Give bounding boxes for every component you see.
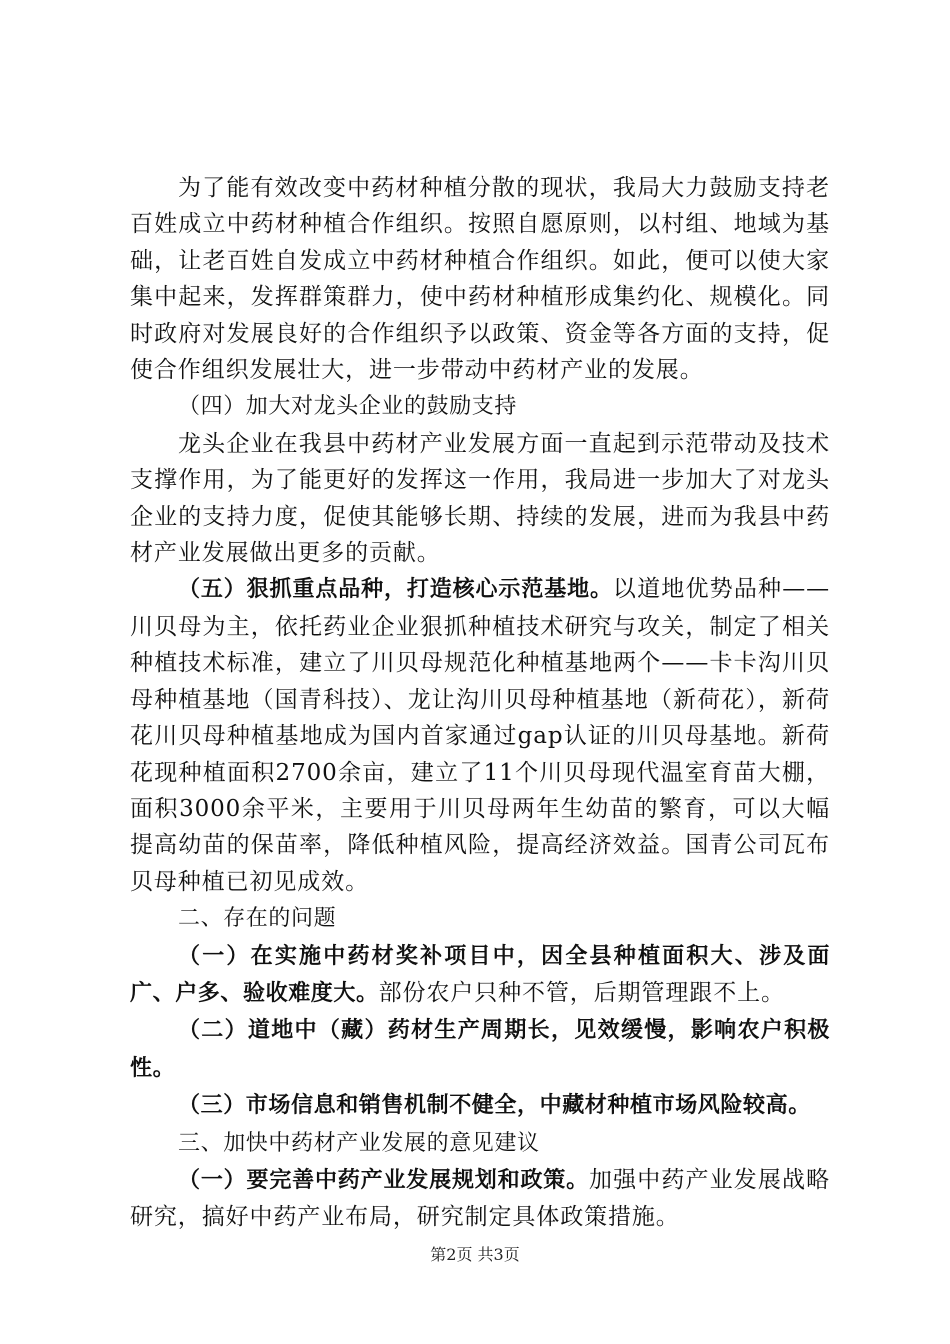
paragraph-bold-lead: （五）狠抓重点品种，打造核心示范基地。 xyxy=(178,577,613,603)
page-number-info: 第2页 共3页 xyxy=(430,1245,520,1264)
section-heading-problems xyxy=(130,900,830,937)
section-heading-text: 三、加快中药材产业发展的意见建议 xyxy=(178,1130,540,1156)
paragraph-problem-1 xyxy=(130,938,830,1013)
paragraph-problem-3 xyxy=(130,1087,830,1124)
section-heading-suggestions xyxy=(130,1125,830,1162)
paragraph-bold-lead: （一）在实施中药材奖补项目中，因全县种植面积大、涉及面广、户多、验收难度大。 xyxy=(130,943,830,1006)
paragraph-problem-2 xyxy=(130,1012,830,1087)
paragraph-cooperatives xyxy=(130,170,830,388)
paragraph-text: 为了能有效改变中药材种植分散的现状，我局大力鼓励支持老百姓成立中药材种植合作组织。按照自愿原则，以村组、地域为基础，让老百姓自发成立中药材种植合作组织。如此，便可以使大家集中起来，发挥群策群力，使中药材种植形成集约化、规模化。同时政府对发展良好的合作组织予以政策、资金等各方面的支持，促使合作组织发展壮大，进一步带动中药材产业的发展。 xyxy=(130,175,830,384)
paragraph-bold-lead: （三）市场信息和销售机制不健全，中藏材种植市场风险较高。 xyxy=(178,1093,811,1119)
paragraph-text: 部份农户只种不管，后期管理跟不上。 xyxy=(378,979,785,1006)
paragraph-text: 以道地优势品种——川贝母为主，依托药业企业狠抓种植技术研究与攻关，制定了相关种植技术标准，建立了川贝母规范化种植基地两个——卡卡沟川贝母种植基地（国青科技）、龙让沟川贝母种植基地（新荷花），新荷花川贝母种植基地成为国内首家通过gap认证的川贝母基地。新荷花现种植面积2700余亩，建立了11个川贝母现代温室育苗大棚，面积3000余平米，主要用于川贝母两年生幼苗的繁育，可以大幅提高幼苗的保苗率，降低种植风险，提高经济效益。国青公司瓦布贝母种植已初见成效。 xyxy=(130,576,830,895)
paragraph-text: 加强中药产业发展战略研究，搞好中药产业布局，研究制定具体政策措施。 xyxy=(130,1166,831,1231)
document-body xyxy=(130,170,830,1236)
page-footer xyxy=(0,1242,950,1265)
paragraph-text: 龙头企业在我县中药材产业发展方面一直起到示范带动及技术支撑作用，为了能更好的发挥这一作用，我局进一步加大了对龙头企业的支持力度，促使其能够长期、持续的发展，进而为我县中药材产业发展做出更多的贡献。 xyxy=(130,430,830,567)
subheading-leading-enterprises xyxy=(130,388,830,425)
paragraph-suggestion-1 xyxy=(130,1162,830,1236)
paragraph-leading-enterprises xyxy=(130,426,830,572)
paragraph-key-varieties xyxy=(130,571,830,900)
paragraph-bold-lead: （二）道地中（藏）药材生产周期长，见效缓慢，影响农户积极性。 xyxy=(130,1018,830,1081)
section-heading-text: 二、存在的问题 xyxy=(178,906,337,932)
subheading-text: （四）加大对龙头企业的鼓励支持 xyxy=(178,394,518,420)
paragraph-bold-lead: （一）要完善中药产业发展规划和政策。 xyxy=(178,1167,589,1193)
